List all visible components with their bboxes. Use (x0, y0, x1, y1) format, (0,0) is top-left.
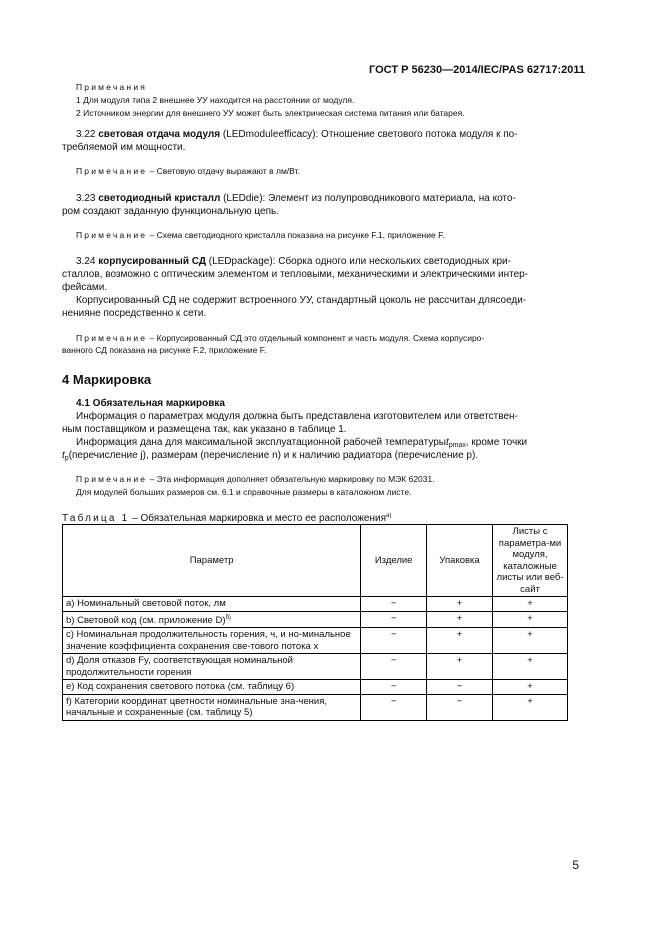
row-sheets: + (493, 680, 568, 695)
row-sheets: + (493, 628, 568, 654)
table-row (63, 694, 568, 720)
table-row (63, 597, 568, 612)
section-4-1-note-line-2: Для модулей больших размеров см. 6.1 и справочные размеры в каталожном листе. (76, 487, 412, 497)
section-3-22-line-1: 3.22 световая отдача модуля (LEDmoduleefficacy): Отношение светового потока модуля к по- (76, 129, 518, 140)
row-package: + (427, 597, 493, 612)
section-3-23-line-1: 3.23 светодиодный кристалл (LEDdie): Элемент из полупроводникового материала, на кото- (76, 193, 516, 204)
note-line-2: 2 Источником энергии для внешнего УУ может быть электрическая система питания или батарея. (76, 108, 465, 118)
section-4-1-p1-line-1: Информация о параметрах модуля должна быть представлена изготовителем или ответствен- (76, 411, 518, 422)
notes-title: Примечания (76, 82, 148, 92)
row-sheets: + (493, 597, 568, 612)
marking-table (62, 524, 568, 721)
table-row (63, 654, 568, 680)
table-row (63, 628, 568, 654)
row-package: + (427, 611, 493, 628)
section-3-24-note-line-2: ванного СД показана на рисунке F.2, приложение F. (62, 345, 267, 355)
note-line-1: 1 Для модуля типа 2 внешнее УУ находится на расстоянии от модуля. (76, 95, 355, 105)
standard-header: ГОСТ Р 56230—2014/IEC/PAS 62717:2011 (369, 64, 585, 76)
section-3-24-para2-line-2: ненияне посредственно к сети. (62, 308, 207, 319)
row-product: − (361, 611, 427, 628)
row-sheets: + (493, 654, 568, 680)
header-product: Изделие (361, 525, 427, 597)
section-3-23-line-2: ром создают заданную функциональную цепь. (62, 206, 280, 217)
section-4-1-p2-line-1: Информация дана для максимальной эксплуатационной рабочей температурыt$_{pmax}$, кроме точки (76, 437, 528, 449)
section-3-22-line-2: требляемой им мощности. (62, 142, 186, 153)
section-3-24-note-line-1: Примечание – Корпусированный СД это отдельный компонент и часть модуля. Схема корпусиро- (76, 333, 485, 343)
table-caption: Таблица 1 – Обязательная маркировка и место ее расположения$^{а)}$ (62, 513, 392, 524)
row-package: + (427, 628, 493, 654)
row-product: − (361, 694, 427, 720)
section-3-24-line-2: сталлов, возможно с оптическим элементом и тепловыми, механическими и электрическими интер- (62, 269, 529, 280)
table-row (63, 611, 568, 628)
section-3-22-note: Примечание – Световую отдачу выражают в лм/Вт. (76, 166, 300, 176)
page-number: 5 (572, 858, 579, 872)
row-package: + (427, 654, 493, 680)
row-param: b) Световой код (см. приложение D)$^{б)}$ (63, 611, 361, 628)
row-product: − (361, 654, 427, 680)
header-package: Упаковка (427, 525, 493, 597)
section-3-24-line-3: фейсами. (62, 282, 108, 293)
row-product: − (361, 680, 427, 695)
section-4-1-note-line-1: Примечание – Эта информация дополняет обязательную маркировку по МЭК 62031. (76, 474, 435, 484)
section-3-24-line-1: 3.24 корпусированный СД (LEDpackage): Сборка одного или нескольких светодиодных кри- (76, 256, 511, 267)
row-param: e) Код сохранения светового потока (см. таблицу 6) (63, 680, 361, 695)
table-row (63, 680, 568, 695)
row-param: f) Категории координат цветности номинальные зна-чения, начальные и сохраненные (см. таблицу 5) (63, 694, 361, 720)
row-package: − (427, 694, 493, 720)
row-product: − (361, 628, 427, 654)
section-4-1-p2-line-2: $t_p(перечисление$ j), размерам (перечисление n) и к наличию радиатора (перечисление p). (62, 450, 479, 462)
row-param: c) Номинальная продолжительность горения, ч, и но-минальное значение коэффициента сохранения све-тового потока x (63, 628, 361, 654)
row-sheets: + (493, 694, 568, 720)
header-sheets: Листы с параметра-ми модуля, каталожные листы или веб-сайт (493, 525, 568, 597)
row-param: a) Номинальный световой поток, лм (63, 597, 361, 612)
section-4-1-p1-line-2: ным поставщиком и размещена так, как указано в таблице 1. (62, 424, 347, 435)
header-param: Параметр (63, 525, 361, 597)
row-param: d) Доля отказов Fy, соответствующая номинальной продолжительности горения (63, 654, 361, 680)
row-sheets: + (493, 611, 568, 628)
section-3-24-para2-line-1: Корпусированный СД не содержит встроенного УУ, стандартный цоколь не рассчитан длясоеди- (76, 295, 527, 306)
section-4-heading: 4 Маркировка (62, 372, 152, 387)
table-header-row (63, 525, 568, 597)
row-package: − (427, 680, 493, 695)
section-3-23-note: Примечание – Схема светодиодного кристалла показана на рисунке F.1, приложение F. (76, 230, 445, 240)
row-product: − (361, 597, 427, 612)
section-4-1-heading: 4.1 Обязательная маркировка (76, 398, 225, 409)
